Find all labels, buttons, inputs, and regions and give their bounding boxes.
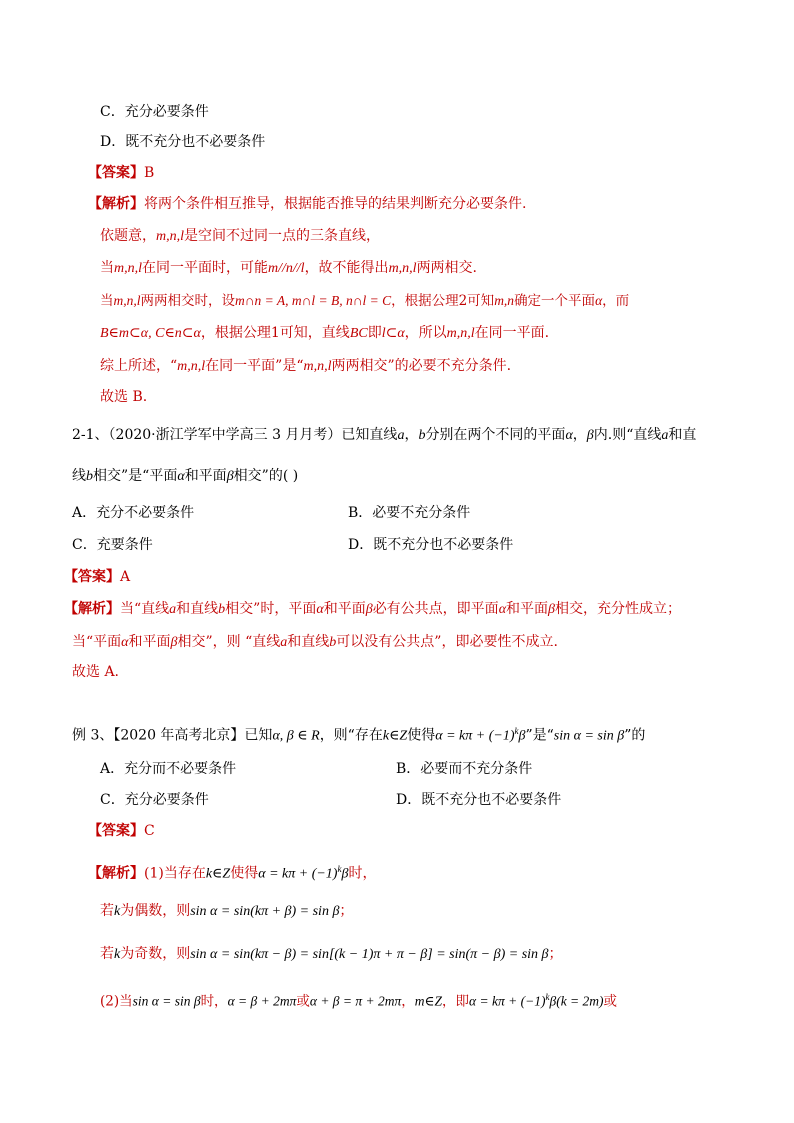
text: 若: [100, 903, 114, 919]
ex3-option-b: B．必要而不充分条件: [396, 761, 533, 777]
math: k∈Z: [382, 728, 408, 744]
question-2-1-stem: [72, 425, 696, 446]
math: m,n,l: [446, 326, 475, 341]
math: m,n,l: [388, 261, 417, 276]
answer-value: B: [144, 165, 155, 181]
math: β: [170, 635, 178, 650]
q21-analysis-3: 故选 A.: [72, 664, 120, 680]
ex3-option-a: A．充分而不必要条件: [100, 761, 237, 777]
text: 内.则“直线: [593, 427, 662, 443]
text: 当: [100, 293, 114, 309]
math: m,n,l: [114, 261, 142, 276]
text: 时，: [348, 865, 377, 882]
text: ，故不能得出: [304, 260, 389, 276]
math: sin α = sin β: [553, 728, 625, 744]
text: 或: [296, 993, 310, 1010]
math: sin α = sin(kπ − β) = sin[(k − 1)π + π − β] = sin(π − β) = sin β: [190, 947, 549, 962]
math: α = kπ + (−1): [435, 728, 515, 744]
q21-option-b: B．必要不充分条件: [348, 505, 471, 521]
math: sin α = sin β: [132, 993, 201, 1009]
math: m∩n = A, m∩l = B, n∩l = C: [235, 293, 392, 308]
math: β: [518, 728, 526, 744]
ex3-answer-line: [88, 821, 155, 841]
math: a: [280, 635, 288, 650]
ex3-analysis-3: [100, 944, 563, 965]
q21-option-c: C．充要条件: [72, 537, 153, 553]
math: α: [565, 428, 573, 443]
math: β: [226, 469, 234, 484]
text: ；: [548, 946, 563, 962]
analysis-text: 将两个条件相互推导，根据能否推导的结果判断充分必要条件.: [144, 196, 527, 212]
q21-answer-line: [64, 567, 130, 587]
answer-tag: 【答案】: [88, 165, 144, 181]
math: α = β + 2mπ: [227, 993, 297, 1009]
text: 和直线: [176, 601, 219, 617]
q21-analysis-1: [64, 599, 681, 620]
text: 在同一平面时，可能: [142, 260, 268, 276]
analysis-line-2: [100, 226, 380, 247]
analysis-tag: 【解析】: [88, 865, 144, 882]
text: 若: [100, 946, 114, 962]
text: 相交”是“平面: [93, 468, 178, 484]
ex3-option-c: C．充分必要条件: [100, 792, 209, 808]
text: 为奇数，则: [120, 946, 191, 962]
math: α: [498, 602, 507, 617]
answer-tag: 【答案】: [88, 823, 144, 839]
text: 在同一平面.: [474, 325, 550, 341]
text: ，而: [602, 293, 630, 309]
math-sup: k: [337, 864, 342, 874]
math: m,n,l: [156, 229, 184, 244]
option-c: C．充分必要条件: [100, 104, 209, 120]
math: m∈Z: [414, 993, 443, 1009]
text: 和平面: [128, 634, 171, 650]
math-sup: k: [545, 992, 550, 1002]
text: 是空间不过同一点的三条直线，: [184, 228, 380, 244]
math: β: [548, 602, 556, 617]
text: 分别在两个不同的平面: [425, 427, 566, 443]
answer-line: [88, 163, 154, 183]
math: k: [114, 947, 121, 962]
analysis-line-6: [100, 356, 511, 377]
text: 可以没有公共点”，即必要性不成立.: [336, 634, 558, 650]
math: k∈Z: [205, 866, 231, 882]
text: 相交，充分性成立；: [555, 601, 682, 617]
example-3-stem: [72, 721, 645, 747]
text: ，: [572, 427, 587, 443]
text: (1)当存在: [144, 865, 206, 882]
q21-option-d: D．既不充分也不必要条件: [348, 537, 514, 553]
text: 和平面: [184, 468, 227, 484]
text: ，则“存在: [319, 727, 383, 744]
text: 当“平面: [72, 634, 122, 650]
text: ，根据公理2可知: [391, 293, 495, 309]
analysis-line-3: [100, 258, 477, 279]
math: b: [86, 469, 93, 484]
ex3-option-d: D．既不充分也不必要条件: [396, 792, 562, 808]
analysis-tag: 【解析】: [88, 196, 144, 212]
math: sin α = sin(kπ + β) = sin β: [190, 904, 340, 919]
option-d: D．既不充分也不必要条件: [100, 134, 266, 150]
math: B∈m⊂α, C∈n⊂α: [100, 326, 201, 341]
text: ；: [339, 903, 354, 919]
text: 使得: [407, 727, 436, 744]
math: β: [586, 428, 594, 443]
math: a: [169, 602, 177, 617]
math: l⊂α: [381, 326, 405, 341]
math: m//n//l: [268, 261, 305, 276]
math: b: [418, 428, 426, 443]
math-sup: k: [514, 726, 519, 736]
text: 例 3、【2020 年高考北京】已知: [72, 727, 273, 744]
text: 依题意，: [100, 228, 156, 244]
math: a: [397, 428, 405, 443]
text: ，根据公理1可知，直线: [200, 325, 350, 341]
analysis-conclusion: 故选 B.: [100, 389, 148, 405]
text: 时，: [200, 993, 228, 1010]
math: β: [341, 866, 349, 882]
math: α + β = π + 2mπ: [309, 993, 402, 1009]
q21-analysis-2: [72, 632, 558, 653]
analysis-line: [88, 194, 526, 214]
text: 当“直线: [120, 601, 170, 617]
text: 和直线: [287, 634, 330, 650]
math: α: [595, 293, 603, 308]
math: b: [329, 635, 337, 650]
text: 相交”的( ): [233, 468, 299, 484]
text: 或: [603, 993, 618, 1010]
text: 在同一平面”是“: [205, 358, 304, 374]
text: 线: [72, 468, 86, 484]
math: m,n,l: [113, 293, 141, 308]
math: α: [177, 469, 185, 484]
text: ，: [404, 427, 419, 443]
analysis-line-5: [100, 323, 549, 344]
math: b: [218, 602, 226, 617]
analysis-line-4: [100, 291, 629, 311]
text: 当: [100, 260, 114, 276]
text: 和直: [668, 427, 697, 443]
answer-tag: 【答案】: [64, 569, 120, 585]
math: β: [365, 602, 373, 617]
answer-value: C: [144, 823, 155, 839]
text: ”是“: [525, 727, 554, 744]
text: ，所以: [404, 325, 447, 341]
math: m,n: [494, 293, 515, 308]
question-2-1-stem-2: [72, 466, 298, 487]
math: k: [114, 904, 121, 919]
text: 为偶数，则: [120, 903, 191, 919]
text: 使得: [230, 865, 259, 882]
q21-option-a: A．充分不必要条件: [72, 505, 195, 521]
text: 2-1、（2020·浙江学军中学高三 3 月月考）已知直线: [72, 427, 398, 443]
text: 两两相交时，设: [140, 293, 235, 309]
text: ”的: [624, 727, 646, 744]
text: 和平面: [323, 601, 366, 617]
text: 相交”，则 “直线: [177, 634, 281, 650]
math: α: [316, 602, 324, 617]
text: 必有公共点，即平面: [372, 601, 499, 617]
math: m,n,l: [177, 359, 206, 374]
text: 和平面: [506, 601, 549, 617]
text: (2)当: [100, 993, 133, 1010]
analysis-tag: 【解析】: [64, 601, 120, 617]
text: 两两相交.: [416, 260, 478, 276]
answer-value: A: [120, 569, 131, 585]
ex3-analysis-2: [100, 901, 353, 922]
math: α = kπ + (−1): [258, 866, 338, 882]
text: 相交”时，平面: [225, 601, 317, 617]
math: a: [661, 428, 669, 443]
ex3-analysis-1: [88, 859, 376, 885]
math: m,n,l: [303, 359, 332, 374]
math: α: [121, 635, 129, 650]
math: α = kπ + (−1): [469, 993, 546, 1009]
text: 两两相交”的必要不充分条件.: [331, 358, 512, 374]
text: 确定一个平面: [514, 293, 596, 309]
text: 即: [367, 325, 382, 341]
math: β(k = 2m): [549, 993, 604, 1009]
ex3-analysis-4: [100, 987, 617, 1012]
text: ，: [401, 993, 415, 1010]
text: ，即: [442, 993, 470, 1010]
math: BC: [349, 326, 368, 341]
math: α, β ∈ R: [272, 728, 320, 744]
text: 综上所述，“: [100, 358, 178, 374]
